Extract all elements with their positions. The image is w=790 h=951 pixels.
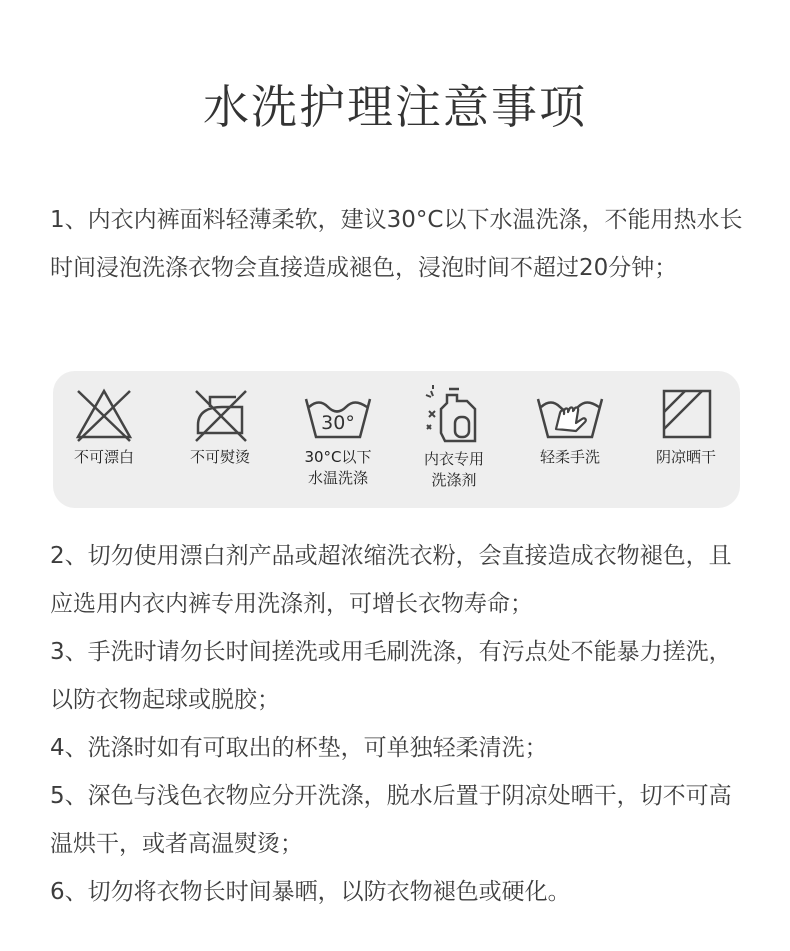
care-icons-panel [53, 371, 740, 508]
care-item-detergent [399, 385, 509, 491]
icon-label: 不可熨烫 [189, 448, 250, 466]
detergent-icon [419, 385, 489, 445]
icon-label: 内衣专用 洗涤剂 [423, 450, 484, 489]
care-item-no-bleach [49, 385, 159, 468]
care-instructions-list [50, 532, 750, 916]
care-instruction-1: 1、内衣内裤面料轻薄柔软，建议30°C以下水温洗涤，不能用热水长时间浸泡洗涤衣物会直接造成褪色，浸泡时间不超过20分钟； [50, 207, 743, 281]
page-title: 水洗护理注意事项 [203, 80, 587, 134]
care-item-shade-dry [631, 385, 741, 468]
care-instruction-3: 3、手洗时请勿长时间搓洗或用毛刷洗涤，有污点处不能暴力搓洗，以防衣物起球或脱胶； [50, 639, 732, 713]
icon-label: 30°C以下 水温洗涤 [304, 448, 372, 487]
wash-30-icon [302, 385, 374, 443]
care-item-no-iron [165, 385, 275, 468]
care-instruction-6: 6、切勿将衣物长时间暴晒，以防衣物褪色或硬化。 [50, 879, 571, 905]
shade-dry-icon [656, 385, 716, 443]
no-iron-icon [190, 385, 250, 443]
care-item-wash-30 [283, 385, 393, 489]
icon-label: 轻柔手洗 [539, 448, 600, 466]
care-instruction-5: 5、深色与浅色衣物应分开洗涤，脱水后置于阴凉处晒干，切不可高温烘干，或者高温熨烫； [50, 783, 732, 857]
care-instruction-2: 2、切勿使用漂白剂产品或超浓缩洗衣粉，会直接造成衣物褪色，且应选用内衣内裤专用洗涤剂，可增长衣物寿命； [50, 543, 732, 617]
care-instruction-4: 4、洗涤时如有可取出的杯垫，可单独轻柔清洗； [50, 735, 548, 761]
hand-wash-icon [534, 385, 606, 443]
care-item-hand-wash [515, 385, 625, 468]
icon-label: 阴凉晒干 [655, 448, 716, 466]
no-bleach-icon [74, 385, 134, 443]
icon-label: 不可漂白 [73, 448, 134, 466]
wash-temperature-label: 30° [321, 412, 355, 434]
